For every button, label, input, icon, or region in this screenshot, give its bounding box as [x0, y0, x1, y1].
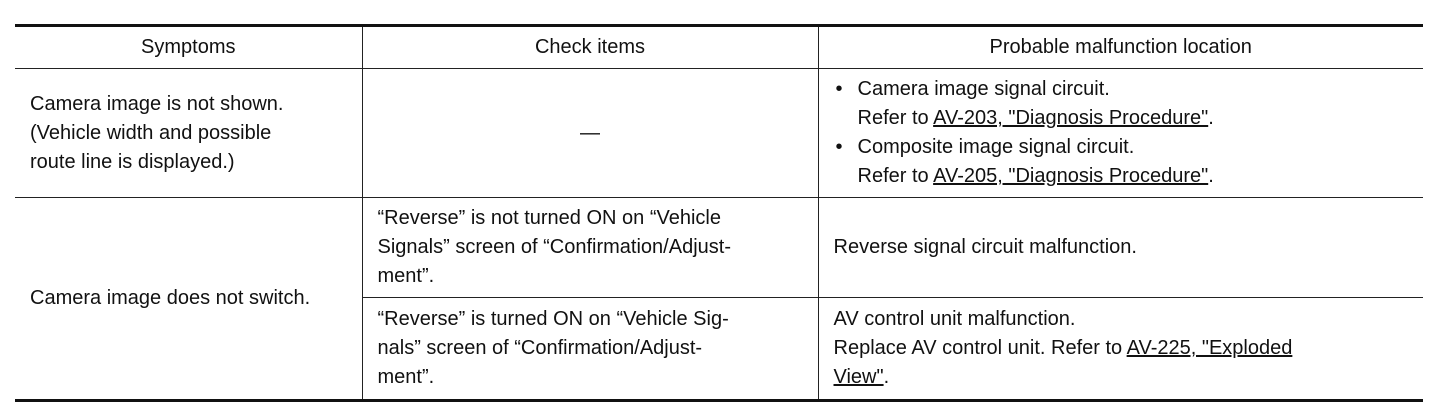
refer-prefix: Replace AV control unit. Refer to: [833, 337, 1127, 359]
symptom-cell: Camera image does not switch.: [15, 198, 362, 401]
location-text: AV control unit malfunction.: [833, 308, 1076, 330]
location-list: [834, 75, 1409, 191]
refer-suffix: .: [1208, 107, 1214, 129]
refer-line: [834, 334, 1409, 363]
table-row: [15, 198, 1423, 298]
list-item: [834, 133, 1409, 191]
check-text: “Reverse” is turned ON on “Vehicle Sig-: [377, 308, 729, 330]
location-cell: [818, 298, 1423, 401]
symptom-text: Camera image is not shown.: [30, 92, 284, 115]
check-item-cell: [362, 298, 818, 401]
location-cell: Reverse signal circuit malfunction.: [818, 198, 1423, 298]
refer-suffix: .: [1208, 165, 1214, 187]
symptom-cell: [15, 69, 362, 198]
symptom-text: route line is displayed.): [30, 150, 235, 173]
header-symptoms: Symptoms: [15, 26, 362, 69]
check-text: nals” screen of “Confirmation/Adjust-: [377, 337, 703, 359]
header-check-items: Check items: [362, 26, 818, 69]
check-item-cell: —: [362, 69, 818, 198]
diagnosis-procedure-link[interactable]: AV-205, "Diagnosis Procedure": [933, 165, 1209, 187]
check-text: “Reverse” is not turned ON on “Vehicle: [377, 207, 721, 229]
table-row: [15, 69, 1423, 198]
refer-line: [858, 162, 1409, 191]
location-text: • Composite image signal circuit.: [857, 136, 1135, 158]
diagnosis-procedure-link[interactable]: AV-203, "Diagnosis Procedure": [933, 107, 1209, 129]
list-item: [834, 75, 1409, 133]
refer-line: [858, 104, 1409, 133]
symptom-text: (Vehicle width and possible: [30, 121, 272, 144]
exploded-view-link[interactable]: AV-225, "Exploded: [1126, 337, 1293, 359]
refer-prefix: Refer to: [857, 165, 934, 187]
exploded-view-link[interactable]: View": [833, 366, 884, 388]
refer-prefix: Refer to: [857, 107, 934, 129]
refer-line: [834, 363, 1409, 392]
check-text: ment”.: [377, 265, 435, 287]
refer-suffix: .: [883, 366, 890, 388]
check-text: ment”.: [377, 366, 435, 388]
header-row: [15, 26, 1423, 69]
location-cell: [818, 69, 1423, 198]
header-probable-location: Probable malfunction location: [818, 26, 1423, 69]
location-text: • Camera image signal circuit.: [857, 78, 1110, 100]
diagnosis-table: [15, 24, 1423, 402]
check-item-cell: [362, 198, 818, 298]
check-text: Signals” screen of “Confirmation/Adjust-: [377, 236, 731, 258]
